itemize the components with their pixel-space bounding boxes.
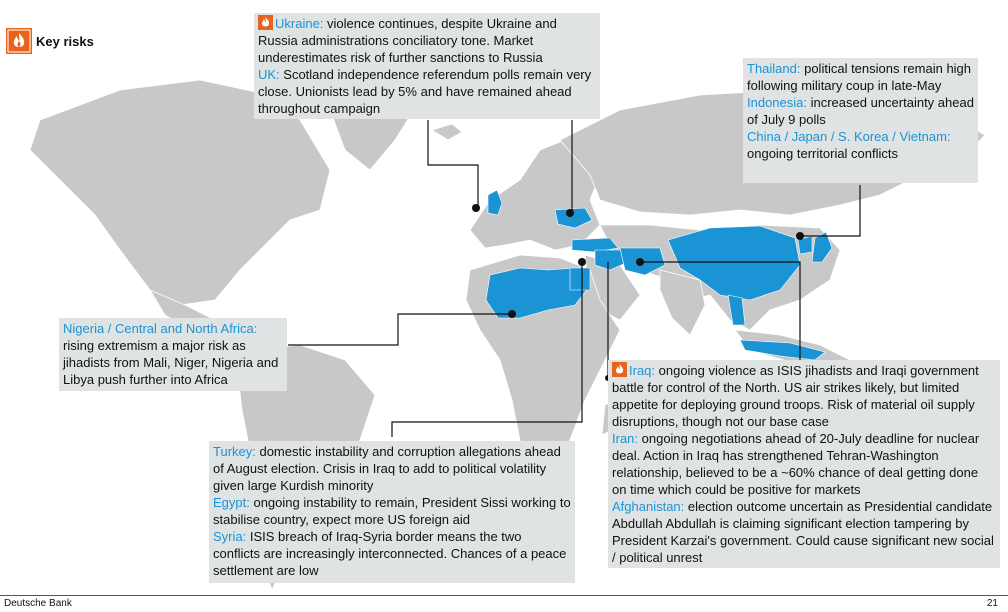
label-africa: Nigeria / Central and North Africa: — [63, 321, 258, 336]
callout-asia — [743, 58, 978, 183]
marker-middle-east — [578, 258, 586, 266]
label-china: China / Japan / S. Korea / Vietnam: — [747, 129, 951, 144]
marker-iraq — [636, 258, 644, 266]
label-turkey: Turkey: — [213, 444, 256, 459]
callout-ukraine-uk — [254, 13, 600, 119]
label-uk: UK: — [258, 67, 280, 82]
label-thailand: Thailand: — [747, 61, 801, 76]
marker-ukraine — [566, 209, 574, 217]
iceland — [432, 124, 462, 140]
marker-uk — [472, 204, 480, 212]
text-ukraine: violence continues, despite Ukraine and Russia administrations conciliatory tone. Market underestimates risk of further sanctions to Russia — [258, 16, 557, 65]
callout-africa — [59, 318, 287, 391]
text-egypt: ongoing instability to remain, President Sissi working to stabilise country, expect more US foreign aid — [213, 495, 571, 527]
label-syria: Syria: — [213, 529, 247, 544]
text-iran: ongoing negotiations ahead of 20-July deadline for nuclear deal. Action in Iraq has strengthened Tehran-Washington relationship, believed to be a ~60% chance of deal getting done on time which could be positive for markets — [612, 431, 980, 497]
text-indonesia: increased uncertainty ahead of July 9 polls — [747, 95, 974, 127]
marker-africa — [508, 310, 516, 318]
callout-middle-east — [209, 441, 575, 583]
label-afghanistan: Afghanistan: — [612, 499, 685, 514]
label-egypt: Egypt: — [213, 495, 250, 510]
text-syria: ISIS breach of Iraq-Syria border means the two conflicts are increasingly interconnected. Chances of a peace settlement are low — [213, 529, 567, 578]
flame-icon — [612, 362, 627, 377]
text-thailand: political tensions remain high following military coup in late-May — [747, 61, 972, 93]
text-china: ongoing territorial conflicts — [747, 146, 899, 161]
text-iraq: ongoing violence as ISIS jihadists and Iraqi government battle for control of the North. US air strikes likely, but limited appetite for deploying ground troops. Risk of material oil supply disruptions, though not our base case — [612, 363, 979, 429]
label-iraq: Iraq: — [629, 363, 656, 378]
india — [660, 270, 705, 335]
callout-iraq-iran — [608, 360, 1000, 568]
text-turkey: domestic instability and corruption allegations ahead of August election. Crisis in Iraq to add to political volatility given large Kurdish minority — [213, 444, 561, 493]
text-afghanistan: election outcome uncertain as Presidential candidate Abdullah Abdullah is claiming significant election tampering by President Karzai's government. Could cause significant new social / political unrest — [612, 499, 994, 565]
marker-asia — [796, 232, 804, 240]
footer-company: Deutsche Bank — [4, 598, 72, 609]
text-africa: rising extremism a major risk as jihadists from Mali, Niger, Nigeria and Libya push further into Africa — [63, 338, 279, 387]
page-title: Key risks — [36, 34, 94, 49]
label-iran: Iran: — [612, 431, 639, 446]
page-number: 21 — [986, 598, 998, 609]
flame-icon — [6, 28, 32, 54]
footer-divider — [0, 595, 1008, 596]
egypt-region — [570, 268, 590, 290]
flame-icon — [258, 15, 273, 30]
label-ukraine: Ukraine: — [275, 16, 324, 31]
text-uk: Scotland independence referendum polls remain very close. Unionists lead by 5% and have remained ahead throughout campaign — [258, 67, 592, 116]
label-indonesia: Indonesia: — [747, 95, 807, 110]
